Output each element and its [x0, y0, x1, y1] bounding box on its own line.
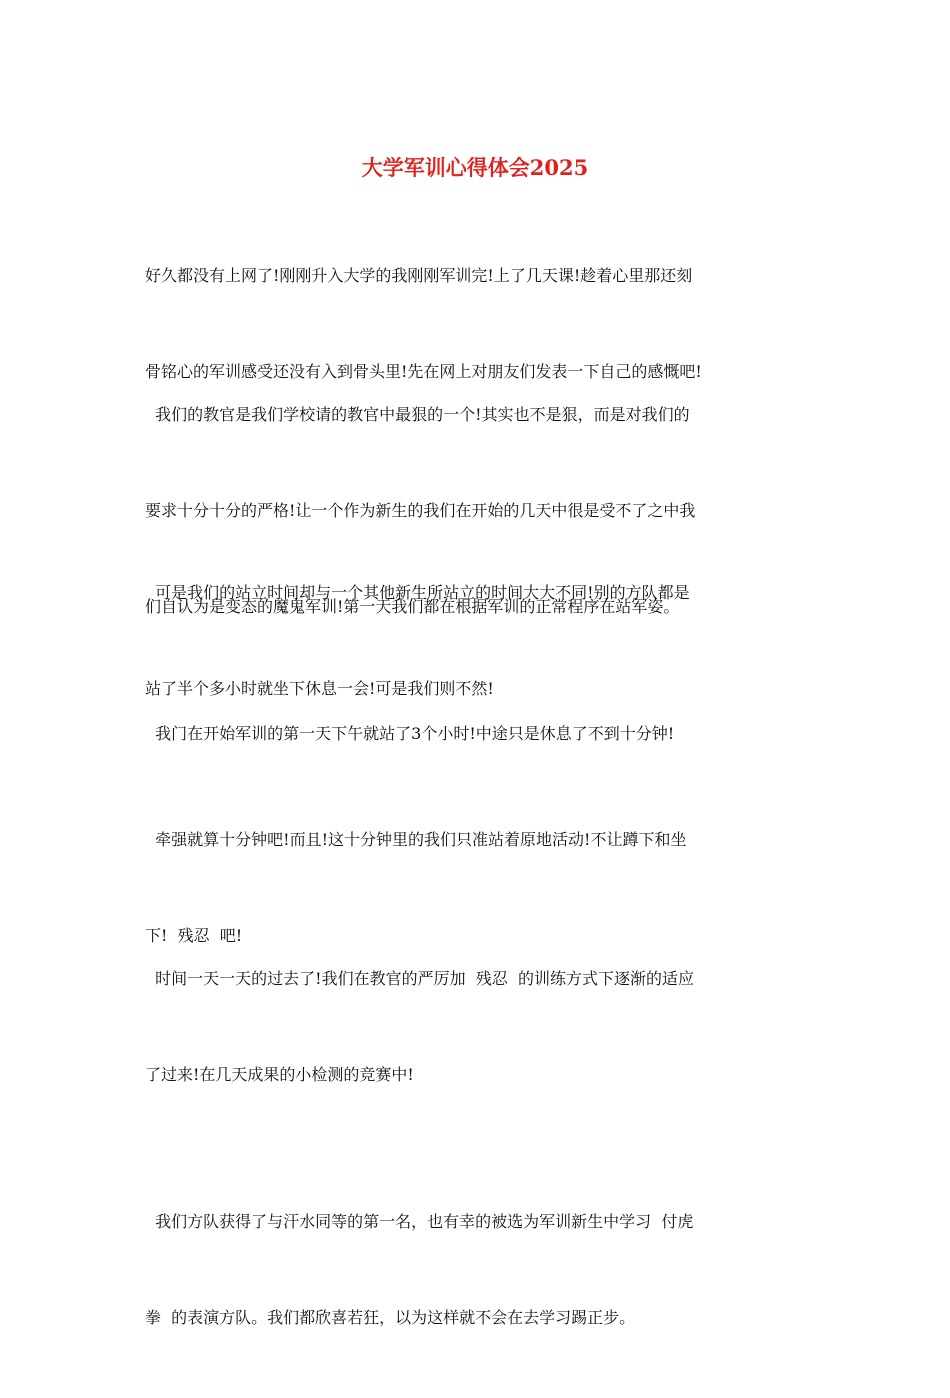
paragraph-6 [145, 899, 810, 1155]
paragraph-line: 要求十分十分的严格!让一个作为新生的我们在开始的几天中很是受不了之中我 [145, 501, 696, 520]
document-title: 大学军训心得体会2025 [361, 155, 589, 180]
paragraph-line: 时间一天一天的过去了!我们在教官的严厉加 残忍 的训练方式下逐渐的适应 [145, 969, 694, 988]
paragraph-line: 下! 残忍 吧! [145, 926, 243, 945]
paragraph-line: 好久都没有上网了!刚刚升入大学的我刚刚军训完!上了几天课!趁着心里那还刻 [145, 266, 693, 285]
paragraph-line: 拳 的表演方队。我们都欣喜若狂，以为这样就不会在去学习踢正步。 [145, 1308, 636, 1327]
paragraph-line: 站了半个多小时就坐下休息一会!可是我们则不然! [145, 679, 494, 698]
paragraph-line: 可是我们的站立时间却与一个其他新生所站立的时间大大不同!别的方队都是 [145, 583, 690, 602]
paragraph-line: 我门在开始军训的第一天下午就站了3个小时!中途只是休息了不到十分钟! [145, 724, 675, 743]
paragraph-line: 牵强就算十分钟吧!而且!这十分钟里的我们只准站着原地活动!不让蹲下和坐 [145, 830, 687, 849]
paragraph-7 [145, 1142, 810, 1398]
paragraph-line: 我们方队获得了与汗水同等的第一名，也有幸的被选为军训新生中学习 付虎 [145, 1212, 694, 1231]
paragraph-line: 我们的教官是我们学校请的教官中最狠的一个!其实也不是狠，而是对我们的 [145, 405, 690, 424]
paragraph-line: 了过来!在几天成果的小检测的竞赛中! [145, 1065, 414, 1084]
paragraph-line: 们自认为是变态的魔鬼军训!第一天我们都在根据军训的正常程序在站军姿。 [145, 597, 680, 616]
paragraph-line: 骨铭心的军训感受还没有入到骨头里!先在网上对朋友们发表一下自己的感慨吧! [145, 362, 702, 381]
